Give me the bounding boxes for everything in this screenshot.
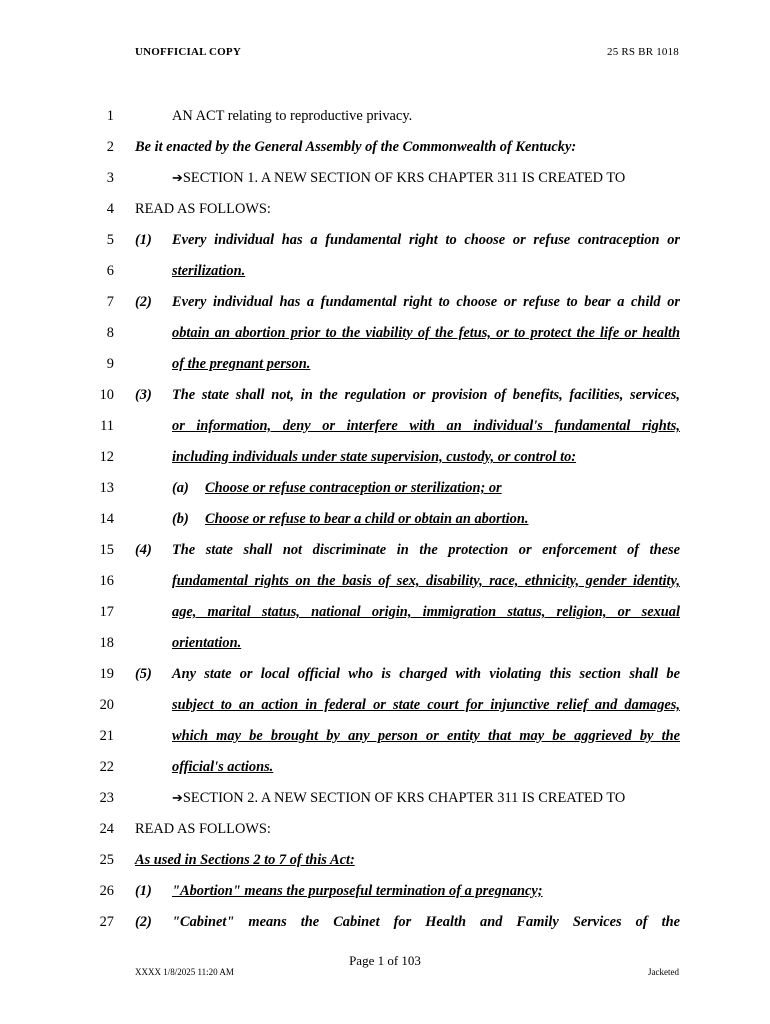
line-number: 9 <box>106 356 114 372</box>
line-number: 25 <box>99 852 114 868</box>
section-heading-text: SECTION 2. A NEW SECTION OF KRS CHAPTER 311 IS CREATED TO <box>182 790 626 806</box>
document-line <box>0 881 770 901</box>
header-left: UNOFFICIAL COPY <box>135 46 241 58</box>
line-number: 22 <box>99 759 114 775</box>
document-line <box>0 447 770 467</box>
line-number: 2 <box>106 139 114 155</box>
line-text <box>135 385 680 405</box>
header-right: 25 RS BR 1018 <box>607 46 679 58</box>
line-number: 6 <box>106 263 114 279</box>
subsection-number: (1) <box>135 232 152 248</box>
document-line <box>0 168 770 188</box>
subsection-number: (3) <box>135 387 152 403</box>
line-number: 21 <box>99 728 114 744</box>
section-arrow-icon: ➔ <box>172 790 183 805</box>
document-line <box>0 726 770 746</box>
line-number: 26 <box>99 883 114 899</box>
line-number: 10 <box>99 387 114 403</box>
subsection-text: Every individual has a fundamental right to choose or refuse to bear a child or <box>172 294 680 310</box>
document-line <box>0 757 770 777</box>
line-number: 18 <box>99 635 114 651</box>
document-line <box>0 137 770 157</box>
subsection-number: (5) <box>135 666 152 682</box>
paragraph-text: Choose or refuse to bear a child or obtain an abortion. <box>205 511 529 527</box>
line-text: READ AS FOLLOWS: <box>135 821 271 837</box>
document-line <box>0 261 770 281</box>
subsection-text: "Cabinet" means the Cabinet for Health and Family Services of the <box>172 914 680 930</box>
page-number: Page 1 of 103 <box>349 953 421 968</box>
section-arrow-icon: ➔ <box>172 170 183 185</box>
line-number: 14 <box>99 511 114 527</box>
document-line <box>0 664 770 684</box>
line-text <box>172 478 502 498</box>
line-number: 1 <box>106 108 114 124</box>
subsection-number: (2) <box>135 294 152 310</box>
line-text: As used in Sections 2 to 7 of this Act: <box>135 852 355 868</box>
section-heading-text: SECTION 1. A NEW SECTION OF KRS CHAPTER 311 IS CREATED TO <box>182 170 626 186</box>
line-text: obtain an abortion prior to the viability of the fetus, or to protect the life or health <box>172 325 680 341</box>
section-heading <box>172 168 680 188</box>
document-line <box>0 106 770 126</box>
line-number: 20 <box>99 697 114 713</box>
line-number: 11 <box>100 418 114 434</box>
line-text: including individuals under state supervision, custody, or control to: <box>172 449 577 465</box>
document-line <box>0 416 770 436</box>
footer-timestamp: XXXX 1/8/2025 11:20 AM <box>135 967 234 977</box>
document-line <box>0 199 770 219</box>
document-line <box>0 633 770 653</box>
line-number: 7 <box>106 294 114 310</box>
document-line <box>0 819 770 839</box>
line-number: 17 <box>99 604 114 620</box>
line-text: AN ACT relating to reproductive privacy. <box>172 108 413 124</box>
line-number: 15 <box>99 542 114 558</box>
paragraph-letter: (a) <box>172 480 189 496</box>
document-line <box>0 912 770 932</box>
line-text: which may be brought by any person or entity that may be aggrieved by the <box>172 728 680 744</box>
document-line <box>0 602 770 622</box>
document-line <box>0 385 770 405</box>
line-number: 16 <box>99 573 114 589</box>
line-text: sterilization. <box>172 263 246 279</box>
subsection-number: (2) <box>135 914 152 930</box>
line-text: official's actions. <box>172 759 274 775</box>
subsection-text: The state shall not, in the regulation or provision of benefits, facilities, services, <box>172 387 680 403</box>
line-number: 12 <box>99 449 114 465</box>
line-text <box>135 292 680 312</box>
document-line <box>0 509 770 529</box>
line-text <box>135 664 680 684</box>
line-text: or information, deny or interfere with an individual's fundamental rights, <box>172 418 680 434</box>
line-text: fundamental rights on the basis of sex, disability, race, ethnicity, gender identity, <box>172 573 680 589</box>
line-text <box>172 509 528 529</box>
document-line <box>0 230 770 250</box>
line-number: 27 <box>99 914 114 930</box>
document-line <box>0 478 770 498</box>
paragraph-letter: (b) <box>172 511 189 527</box>
line-number: 5 <box>106 232 114 248</box>
line-text <box>135 912 680 932</box>
subsection-text: "Abortion" means the purposeful termination of a pregnancy; <box>172 883 543 899</box>
line-number: 24 <box>99 821 114 837</box>
subsection-number: (1) <box>135 883 152 899</box>
document-line <box>0 292 770 312</box>
line-number: 23 <box>99 790 114 806</box>
document-line <box>0 695 770 715</box>
subsection-text: The state shall not discriminate in the protection or enforcement of these <box>172 542 680 558</box>
line-text <box>135 881 543 901</box>
section-heading <box>172 788 680 808</box>
line-number: 8 <box>106 325 114 341</box>
subsection-number: (4) <box>135 542 152 558</box>
subsection-text: Any state or local official who is charged with violating this section shall be <box>172 666 680 682</box>
line-text <box>135 540 680 560</box>
document-line <box>0 788 770 808</box>
enacting-clause: Be it enacted by the General Assembly of the Commonwealth of Kentucky: <box>135 139 577 155</box>
line-text: age, marital status, national origin, immigration status, religion, or sexual <box>172 604 680 620</box>
line-number: 19 <box>99 666 114 682</box>
document-line <box>0 323 770 343</box>
line-text: subject to an action in federal or state court for injunctive relief and damages, <box>172 697 680 713</box>
document-line <box>0 850 770 870</box>
document-line <box>0 571 770 591</box>
line-number: 3 <box>106 170 114 186</box>
subsection-text: Every individual has a fundamental right to choose or refuse contraception or <box>172 232 680 248</box>
line-text <box>135 230 680 250</box>
line-text: READ AS FOLLOWS: <box>135 201 271 217</box>
document-line <box>0 354 770 374</box>
paragraph-text: Choose or refuse contraception or sterilization; or <box>205 480 502 496</box>
line-text: of the pregnant person. <box>172 356 311 372</box>
footer-status: Jacketed <box>648 967 679 977</box>
document-line <box>0 540 770 560</box>
line-number: 4 <box>106 201 114 217</box>
line-number: 13 <box>99 480 114 496</box>
line-text: orientation. <box>172 635 242 651</box>
